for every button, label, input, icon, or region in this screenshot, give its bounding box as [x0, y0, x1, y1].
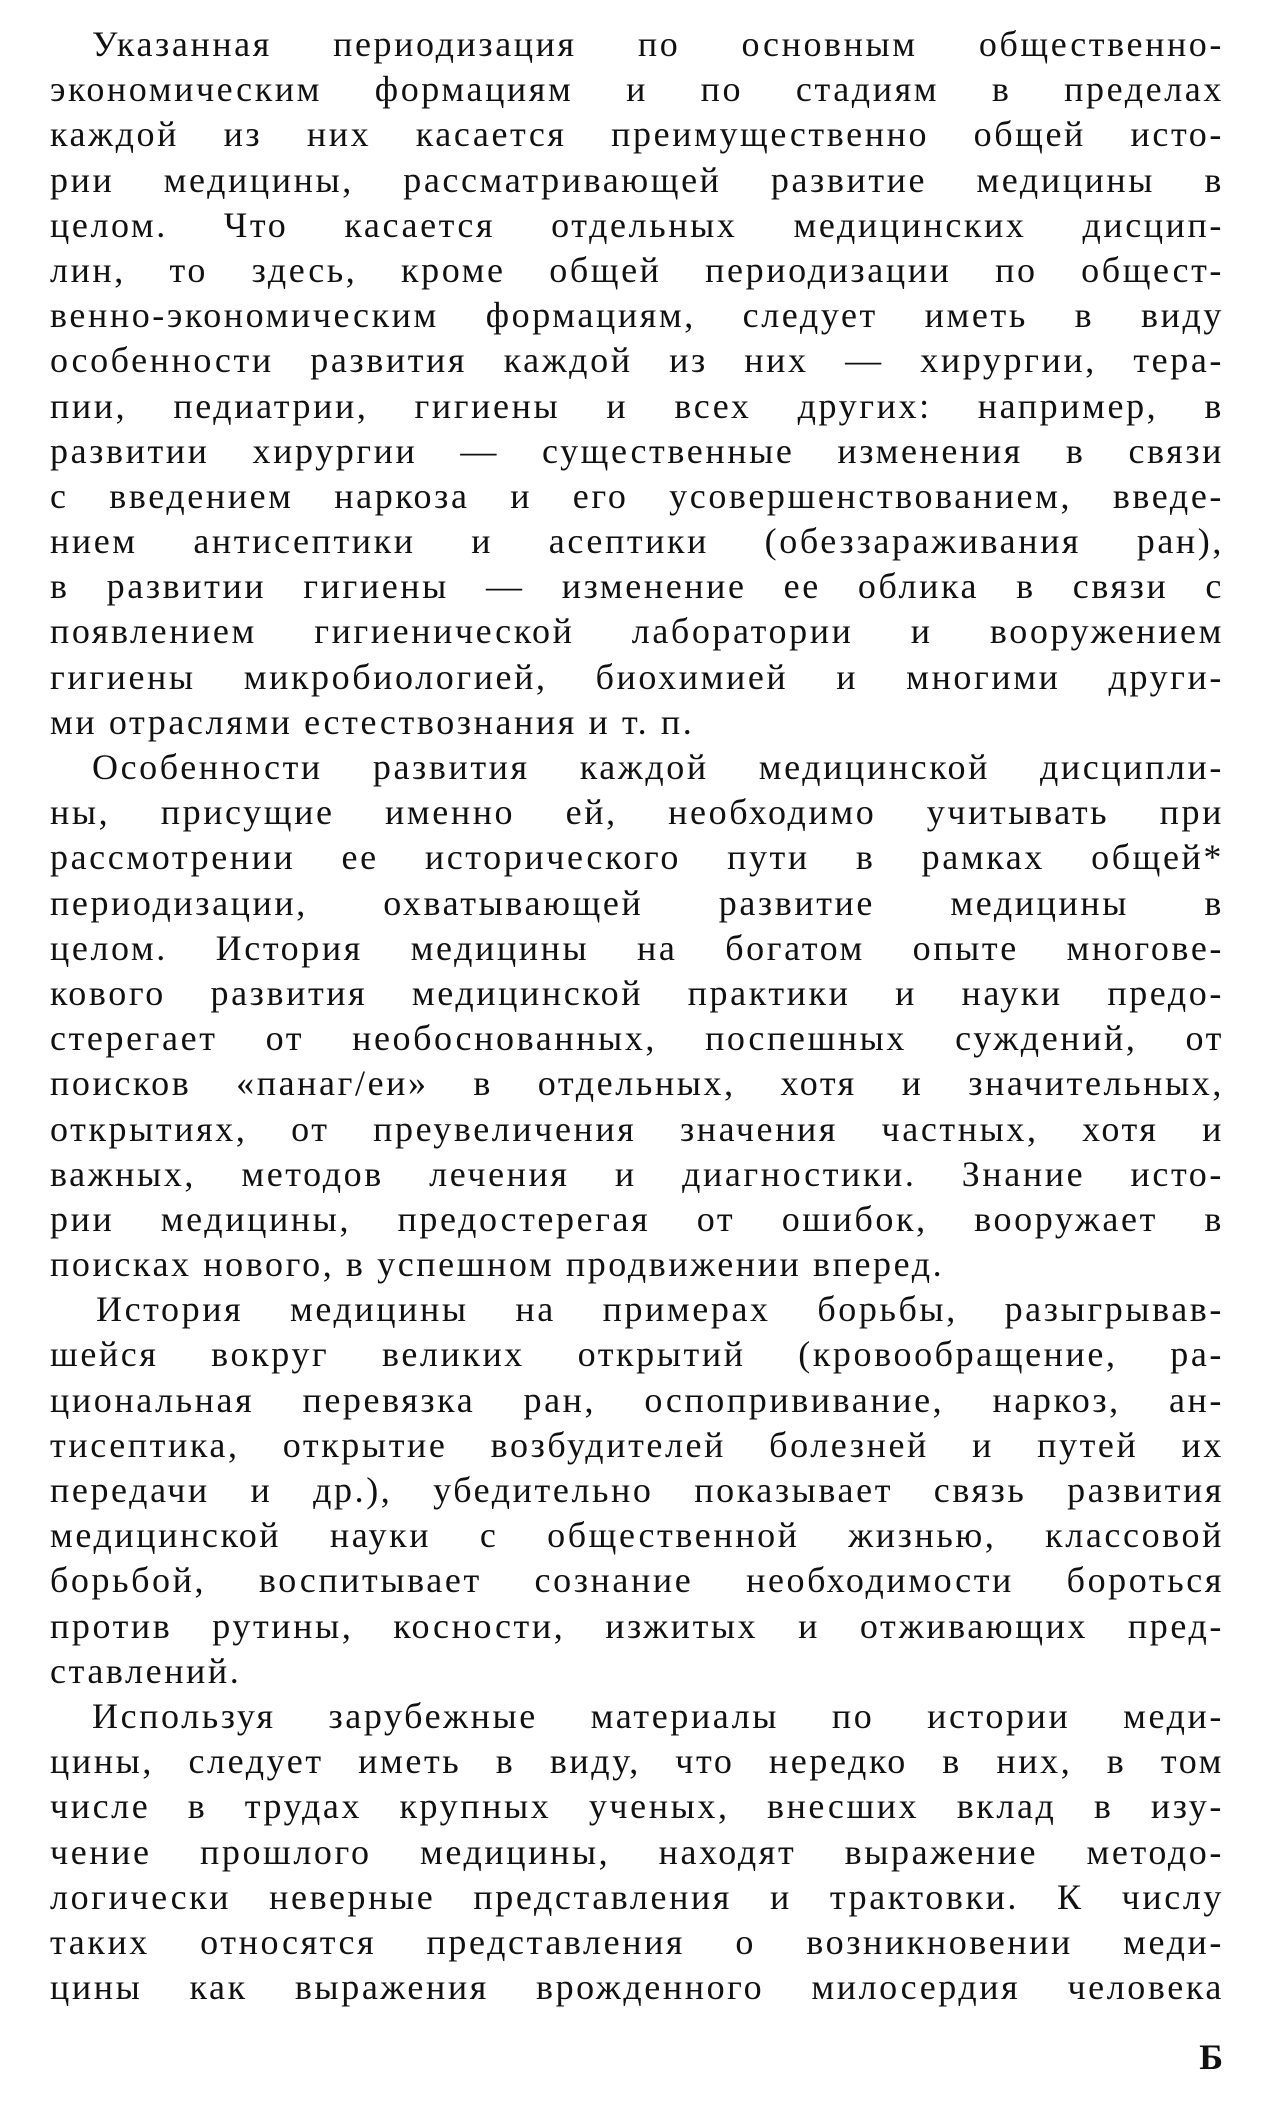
text-line: пии, педиатрии, гигиены и всех других: например, в [50, 385, 1224, 426]
text-line: рии медицины, предостерегая от ошибок, вооружает в [50, 1198, 1224, 1239]
text-line: гигиены микробиологией, биохимией и многими други- [50, 656, 1224, 697]
text-line: появлением гигиенической лаборатории и вооружением [50, 611, 1224, 652]
text-line: особенности развития каждой из них — хирургии, тера- [50, 340, 1224, 381]
text-line: циональная перевязка ран, оспопрививание, наркоз, ан- [50, 1379, 1224, 1420]
text-line: нием антисептики и асептики (обеззараживания ран), [50, 521, 1224, 562]
text-line: медицинской науки с общественной жизнью, классовой [50, 1515, 1224, 1556]
text-line: целом. Что касается отдельных медицинских дисцип- [50, 204, 1224, 245]
text-line: ны, присущие именно ей, необходимо учитывать при [50, 792, 1224, 833]
text-line: важных, методов лечения и диагностики. Знание исто- [50, 1153, 1224, 1194]
text-line: рии медицины, рассматривающей развитие медицины в [50, 159, 1224, 200]
paragraph-3 [50, 1287, 1224, 1694]
text-line: числе в трудах крупных ученых, внесших вклад в изу- [50, 1786, 1224, 1827]
text-line: таких относятся представления о возникновении меди- [50, 1921, 1224, 1962]
text-line: периодизации, охватывающей развитие медицины в [50, 882, 1224, 923]
text-line: борьбой, воспитывает сознание необходимости бороться [50, 1560, 1224, 1601]
text-line: шейся вокруг великих открытий (кровообращение, ра- [50, 1334, 1224, 1375]
paragraph-1 [50, 22, 1224, 745]
text-line: поисках нового, в успешном продвижении вперед. [50, 1244, 945, 1285]
text-line: тисептика, открытие возбудителей болезней и путей их [50, 1424, 1224, 1465]
text-line: против рутины, косности, изжитых и отживающих пред- [50, 1605, 1224, 1646]
text-line: с введением наркоза и его усовершенствованием, введе- [50, 475, 1224, 516]
text-line: венно-экономическим формациям, следует иметь в виду [50, 295, 1224, 336]
page-text [50, 22, 1224, 2010]
text-line: логически неверные представления и трактовки. К числу [50, 1876, 1224, 1917]
text-line: целом. История медицины на богатом опыте многове- [50, 927, 1224, 968]
text-line: стерегает от необоснованных, поспешных суждений, от [50, 1018, 1224, 1059]
text-line: передачи и др.), убедительно показывает связь развития [50, 1470, 1224, 1510]
text-line: Используя зарубежные материалы по истории меди- [92, 1695, 1224, 1736]
text-line: Особенности развития каждой медицинской дисципли- [92, 747, 1224, 787]
text-line: ми отраслями естествознания и т. п. [50, 701, 695, 742]
text-line: рассмотрении ее исторического пути в рамках общей* [50, 837, 1224, 878]
text-line: открытиях, от преувеличения значения частных, хотя и [50, 1108, 1224, 1149]
text-line: экономическим формациям и по стадиям в пределах [50, 69, 1224, 110]
page-mark: Б [1199, 2037, 1223, 2077]
text-line: поисков «панаг/еи» в отдельных, хотя и значительных, [50, 1063, 1224, 1104]
text-line: каждой из них касается преимущественно общей исто- [50, 114, 1224, 155]
text-line: ставлений. [50, 1650, 242, 1691]
text-line: в развитии гигиены — изменение ее облика в связи с [50, 566, 1224, 607]
text-line: чение прошлого медицины, находят выражение методо- [50, 1831, 1224, 1872]
text-line: цины как выражения врожденного милосердия человека [50, 1967, 1224, 2008]
text-line: лин, то здесь, кроме общей периодизации по общест- [50, 249, 1224, 290]
text-line: Указанная периодизация по основным общественно- [92, 24, 1224, 64]
paragraph-2 [50, 745, 1224, 1287]
text-line: кового развития медицинской практики и науки предо- [50, 972, 1224, 1013]
text-line: История медицины на примерах борьбы, разыгрывав- [96, 1289, 1224, 1330]
text-line: цины, следует иметь в виду, что нередко в них, в том [50, 1741, 1224, 1782]
paragraph-4 [50, 1694, 1224, 2010]
text-line: развитии хирургии — существенные изменения в связи [50, 430, 1224, 471]
